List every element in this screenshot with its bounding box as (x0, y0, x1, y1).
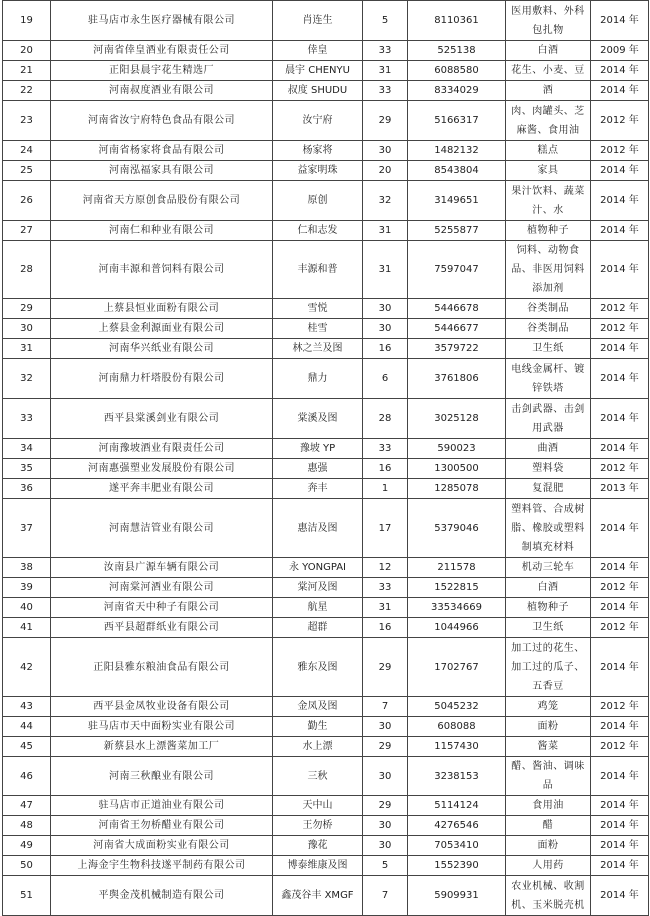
trademark-name: 永 YONGPAI (273, 558, 363, 578)
table-row (3, 41, 649, 61)
trademark-name: 肖连生 (273, 1, 363, 41)
trademark-class: 12 (363, 558, 408, 578)
trademark-name: 王勿桥 (273, 816, 363, 836)
row-number: 29 (3, 299, 51, 319)
table-row (3, 319, 649, 339)
row-number: 51 (3, 876, 51, 916)
company-name: 河南棠河酒业有限公司 (51, 578, 273, 598)
goods-category: 曲酒 (506, 439, 591, 459)
registration-number: 3149651 (408, 181, 506, 221)
company-name: 河南三秋酿业有限公司 (51, 757, 273, 796)
trademark-class: 1 (363, 479, 408, 499)
company-name: 河南省大成面粉实业有限公司 (51, 836, 273, 856)
row-number: 30 (3, 319, 51, 339)
goods-category: 醋 (506, 816, 591, 836)
trademark-class: 29 (363, 737, 408, 757)
trademark-class: 7 (363, 876, 408, 916)
registration-number: 608088 (408, 717, 506, 737)
row-number: 50 (3, 856, 51, 876)
company-name: 西平县棠溪剑业有限公司 (51, 399, 273, 439)
recognition-year: 2012 年 (591, 578, 649, 598)
table-row (3, 757, 649, 796)
row-number: 25 (3, 161, 51, 181)
recognition-year: 2014 年 (591, 499, 649, 558)
goods-category: 加工过的花生、加工过的瓜子、五香豆 (506, 638, 591, 697)
goods-category: 面粉 (506, 717, 591, 737)
goods-category: 白酒 (506, 578, 591, 598)
company-name: 河南泓福家具有限公司 (51, 161, 273, 181)
row-number: 35 (3, 459, 51, 479)
recognition-year: 2014 年 (591, 61, 649, 81)
trademark-class: 30 (363, 319, 408, 339)
table-row (3, 479, 649, 499)
trademark-name: 惠洁及图 (273, 499, 363, 558)
table-row (3, 618, 649, 638)
recognition-year: 2012 年 (591, 697, 649, 717)
registration-number: 1285078 (408, 479, 506, 499)
row-number: 32 (3, 359, 51, 399)
recognition-year: 2014 年 (591, 558, 649, 578)
recognition-year: 2014 年 (591, 598, 649, 618)
registration-number: 1522815 (408, 578, 506, 598)
recognition-year: 2009 年 (591, 41, 649, 61)
company-name: 驻马店市永生医疗器械有限公司 (51, 1, 273, 41)
trademark-name: 天中山 (273, 796, 363, 816)
company-name: 河南豫坡酒业有限责任公司 (51, 439, 273, 459)
goods-category: 机动三轮车 (506, 558, 591, 578)
trademark-name: 水上漂 (273, 737, 363, 757)
company-name: 河南省汝宁府特色食品有限公司 (51, 101, 273, 141)
table-row (3, 221, 649, 241)
goods-category: 医用敷料、外科包扎物 (506, 1, 591, 41)
registration-number: 3238153 (408, 757, 506, 796)
row-number: 28 (3, 241, 51, 299)
company-name: 上海金宇生物科技遂平制药有限公司 (51, 856, 273, 876)
trademark-name: 豫坡 YP (273, 439, 363, 459)
row-number: 20 (3, 41, 51, 61)
table-row (3, 439, 649, 459)
company-name: 平舆金茂机械制造有限公司 (51, 876, 273, 916)
registration-number: 5166317 (408, 101, 506, 141)
recognition-year: 2014 年 (591, 836, 649, 856)
company-name: 新蔡县水上漂酱菜加工厂 (51, 737, 273, 757)
trademark-class: 31 (363, 61, 408, 81)
table-row (3, 359, 649, 399)
company-name: 西平县超群纸业有限公司 (51, 618, 273, 638)
trademark-name: 棠溪及图 (273, 399, 363, 439)
row-number: 40 (3, 598, 51, 618)
registration-number: 3579722 (408, 339, 506, 359)
row-number: 45 (3, 737, 51, 757)
table-row (3, 598, 649, 618)
registration-number: 5379046 (408, 499, 506, 558)
company-name: 正阳县晨宇花生精选厂 (51, 61, 273, 81)
trademark-name: 航星 (273, 598, 363, 618)
row-number: 41 (3, 618, 51, 638)
company-name: 河南华兴纸业有限公司 (51, 339, 273, 359)
goods-category: 花生、小麦、豆 (506, 61, 591, 81)
registration-number: 8543804 (408, 161, 506, 181)
trademark-class: 5 (363, 856, 408, 876)
company-name: 西平县金凤牧业设备有限公司 (51, 697, 273, 717)
trademark-class: 29 (363, 101, 408, 141)
trademark-name: 桂雪 (273, 319, 363, 339)
row-number: 42 (3, 638, 51, 697)
trademark-class: 16 (363, 339, 408, 359)
trademark-class: 29 (363, 796, 408, 816)
recognition-year: 2014 年 (591, 161, 649, 181)
trademark-name: 豫花 (273, 836, 363, 856)
recognition-year: 2012 年 (591, 299, 649, 319)
table-row (3, 796, 649, 816)
trademark-class: 29 (363, 638, 408, 697)
recognition-year: 2014 年 (591, 876, 649, 916)
trademark-name: 超群 (273, 618, 363, 638)
goods-category: 卫生纸 (506, 339, 591, 359)
row-number: 27 (3, 221, 51, 241)
recognition-year: 2012 年 (591, 319, 649, 339)
trademark-class: 30 (363, 816, 408, 836)
company-name: 上蔡县金利源面业有限公司 (51, 319, 273, 339)
trademark-class: 30 (363, 141, 408, 161)
row-number: 33 (3, 399, 51, 439)
goods-category: 酱菜 (506, 737, 591, 757)
registration-number: 5446678 (408, 299, 506, 319)
trademark-class: 33 (363, 81, 408, 101)
recognition-year: 2014 年 (591, 359, 649, 399)
recognition-year: 2014 年 (591, 339, 649, 359)
table-row (3, 459, 649, 479)
registration-number: 590023 (408, 439, 506, 459)
table-row (3, 241, 649, 299)
trademark-name: 仁和志发 (273, 221, 363, 241)
table-row (3, 578, 649, 598)
table-row (3, 638, 649, 697)
company-name: 上蔡县恒业面粉有限公司 (51, 299, 273, 319)
registration-number: 8110361 (408, 1, 506, 41)
trademark-name: 汝宁府 (273, 101, 363, 141)
goods-category: 酒 (506, 81, 591, 101)
table-row (3, 101, 649, 141)
trademark-class: 31 (363, 221, 408, 241)
trademark-name: 鑫茂谷丰 XMGF (273, 876, 363, 916)
trademark-class: 28 (363, 399, 408, 439)
trademark-class: 32 (363, 181, 408, 221)
recognition-year: 2014 年 (591, 638, 649, 697)
trademark-name: 奔丰 (273, 479, 363, 499)
goods-category: 塑料袋 (506, 459, 591, 479)
trademark-class: 30 (363, 757, 408, 796)
registration-number: 1300500 (408, 459, 506, 479)
company-name: 河南省天中种子有限公司 (51, 598, 273, 618)
registration-number: 1044966 (408, 618, 506, 638)
table-row (3, 816, 649, 836)
trademark-name: 丰源和普 (273, 241, 363, 299)
recognition-year: 2014 年 (591, 796, 649, 816)
trademark-class: 5 (363, 1, 408, 41)
goods-category: 鸡笼 (506, 697, 591, 717)
company-name: 驻马店市天中面粉实业有限公司 (51, 717, 273, 737)
company-name: 河南叔度酒业有限公司 (51, 81, 273, 101)
table-row (3, 61, 649, 81)
goods-category: 白酒 (506, 41, 591, 61)
trademark-class: 33 (363, 41, 408, 61)
trademark-name: 鼎力 (273, 359, 363, 399)
row-number: 48 (3, 816, 51, 836)
table-row (3, 856, 649, 876)
recognition-year: 2014 年 (591, 241, 649, 299)
goods-category: 植物种子 (506, 221, 591, 241)
registration-number: 1702767 (408, 638, 506, 697)
goods-category: 谷类制品 (506, 319, 591, 339)
company-name: 河南省倖皇酒业有限责任公司 (51, 41, 273, 61)
trademark-class: 20 (363, 161, 408, 181)
company-name: 驻马店市正道油业有限公司 (51, 796, 273, 816)
goods-category: 击剑武器、击剑用武器 (506, 399, 591, 439)
recognition-year: 2014 年 (591, 856, 649, 876)
trademark-name: 三秋 (273, 757, 363, 796)
registration-number: 211578 (408, 558, 506, 578)
registration-number: 7597047 (408, 241, 506, 299)
registration-number: 4276546 (408, 816, 506, 836)
row-number: 19 (3, 1, 51, 41)
goods-category: 果汁饮料、蔬菜汁、水 (506, 181, 591, 221)
row-number: 47 (3, 796, 51, 816)
trademark-class: 30 (363, 836, 408, 856)
company-name: 河南丰源和普饲料有限公司 (51, 241, 273, 299)
table-row (3, 339, 649, 359)
trademark-class: 33 (363, 439, 408, 459)
recognition-year: 2014 年 (591, 439, 649, 459)
row-number: 46 (3, 757, 51, 796)
registration-number: 3761806 (408, 359, 506, 399)
row-number: 21 (3, 61, 51, 81)
table-row (3, 81, 649, 101)
registration-number: 33534669 (408, 598, 506, 618)
trademark-name: 晨宇 CHENYU (273, 61, 363, 81)
company-name: 汝南县广源车辆有限公司 (51, 558, 273, 578)
company-name: 河南省杨家将食品有限公司 (51, 141, 273, 161)
trademark-name: 棠河及图 (273, 578, 363, 598)
registration-number: 8334029 (408, 81, 506, 101)
table-row (3, 836, 649, 856)
recognition-year: 2014 年 (591, 181, 649, 221)
table-row (3, 876, 649, 916)
registration-number: 1482132 (408, 141, 506, 161)
goods-category: 植物种子 (506, 598, 591, 618)
trademark-class: 31 (363, 241, 408, 299)
row-number: 39 (3, 578, 51, 598)
table-row (3, 399, 649, 439)
goods-category: 面粉 (506, 836, 591, 856)
row-number: 22 (3, 81, 51, 101)
registration-number: 5045232 (408, 697, 506, 717)
goods-category: 饲料、动物食品、非医用饲料添加剂 (506, 241, 591, 299)
row-number: 43 (3, 697, 51, 717)
table-row (3, 697, 649, 717)
trademark-name: 杨家将 (273, 141, 363, 161)
goods-category: 糕点 (506, 141, 591, 161)
company-name: 遂平奔丰肥业有限公司 (51, 479, 273, 499)
company-name: 河南惠强塑业发展股份有限公司 (51, 459, 273, 479)
trademark-class: 7 (363, 697, 408, 717)
registration-number: 5446677 (408, 319, 506, 339)
company-name: 河南慧洁管业有限公司 (51, 499, 273, 558)
row-number: 31 (3, 339, 51, 359)
trademark-class: 30 (363, 717, 408, 737)
trademark-name: 勤生 (273, 717, 363, 737)
registration-number: 6088580 (408, 61, 506, 81)
trademark-name: 叔度 SHUDU (273, 81, 363, 101)
recognition-year: 2012 年 (591, 101, 649, 141)
row-number: 37 (3, 499, 51, 558)
company-name: 河南省王勿桥醋业有限公司 (51, 816, 273, 836)
table-row (3, 499, 649, 558)
recognition-year: 2014 年 (591, 816, 649, 836)
trademark-name: 益家明珠 (273, 161, 363, 181)
trademark-class: 33 (363, 578, 408, 598)
goods-category: 电线金属杆、镀锌铁塔 (506, 359, 591, 399)
trademark-name: 惠强 (273, 459, 363, 479)
goods-category: 醋、酱油、调味品 (506, 757, 591, 796)
recognition-year: 2014 年 (591, 717, 649, 737)
table-row (3, 161, 649, 181)
goods-category: 谷类制品 (506, 299, 591, 319)
recognition-year: 2014 年 (591, 399, 649, 439)
goods-category: 农业机械、收割机、玉米脱壳机 (506, 876, 591, 916)
goods-category: 塑料管、合成树脂、橡胶或塑料制填充材料 (506, 499, 591, 558)
registration-number: 5909931 (408, 876, 506, 916)
trademark-class: 30 (363, 299, 408, 319)
table-row (3, 181, 649, 221)
row-number: 36 (3, 479, 51, 499)
goods-category: 肉、肉罐头、芝麻酱、食用油 (506, 101, 591, 141)
trademark-name: 雅东及图 (273, 638, 363, 697)
registration-number: 7053410 (408, 836, 506, 856)
recognition-year: 2014 年 (591, 1, 649, 41)
trademark-class: 16 (363, 618, 408, 638)
recognition-year: 2014 年 (591, 221, 649, 241)
recognition-year: 2012 年 (591, 618, 649, 638)
recognition-year: 2012 年 (591, 141, 649, 161)
table-row (3, 299, 649, 319)
registration-number: 1157430 (408, 737, 506, 757)
registration-number: 3025128 (408, 399, 506, 439)
row-number: 26 (3, 181, 51, 221)
recognition-year: 2013 年 (591, 479, 649, 499)
row-number: 38 (3, 558, 51, 578)
company-name: 河南省天方原创食品股份有限公司 (51, 181, 273, 221)
table-row (3, 1, 649, 41)
trademark-name: 原创 (273, 181, 363, 221)
goods-category: 家具 (506, 161, 591, 181)
goods-category: 卫生纸 (506, 618, 591, 638)
company-name: 正阳县雅东粮油食品有限公司 (51, 638, 273, 697)
row-number: 44 (3, 717, 51, 737)
row-number: 23 (3, 101, 51, 141)
recognition-year: 2014 年 (591, 757, 649, 796)
trademark-class: 31 (363, 598, 408, 618)
registration-number: 1552390 (408, 856, 506, 876)
trademark-name: 博泰维康及图 (273, 856, 363, 876)
recognition-year: 2012 年 (591, 737, 649, 757)
registration-number: 5114124 (408, 796, 506, 816)
row-number: 49 (3, 836, 51, 856)
table-row (3, 717, 649, 737)
row-number: 34 (3, 439, 51, 459)
recognition-year: 2014 年 (591, 81, 649, 101)
trademark-class: 16 (363, 459, 408, 479)
trademark-name: 倖皇 (273, 41, 363, 61)
table-row (3, 141, 649, 161)
goods-category: 食用油 (506, 796, 591, 816)
company-name: 河南仁和种业有限公司 (51, 221, 273, 241)
registration-number: 525138 (408, 41, 506, 61)
trademark-name: 金凤及图 (273, 697, 363, 717)
trademark-table (2, 0, 649, 916)
trademark-class: 6 (363, 359, 408, 399)
company-name: 河南鼎力杆塔股份有限公司 (51, 359, 273, 399)
registration-number: 5255877 (408, 221, 506, 241)
goods-category: 人用药 (506, 856, 591, 876)
goods-category: 复混肥 (506, 479, 591, 499)
table-row (3, 737, 649, 757)
table-body (3, 1, 649, 916)
trademark-name: 雪悦 (273, 299, 363, 319)
trademark-class: 17 (363, 499, 408, 558)
row-number: 24 (3, 141, 51, 161)
trademark-name: 林之兰及图 (273, 339, 363, 359)
recognition-year: 2012 年 (591, 459, 649, 479)
table-row (3, 558, 649, 578)
